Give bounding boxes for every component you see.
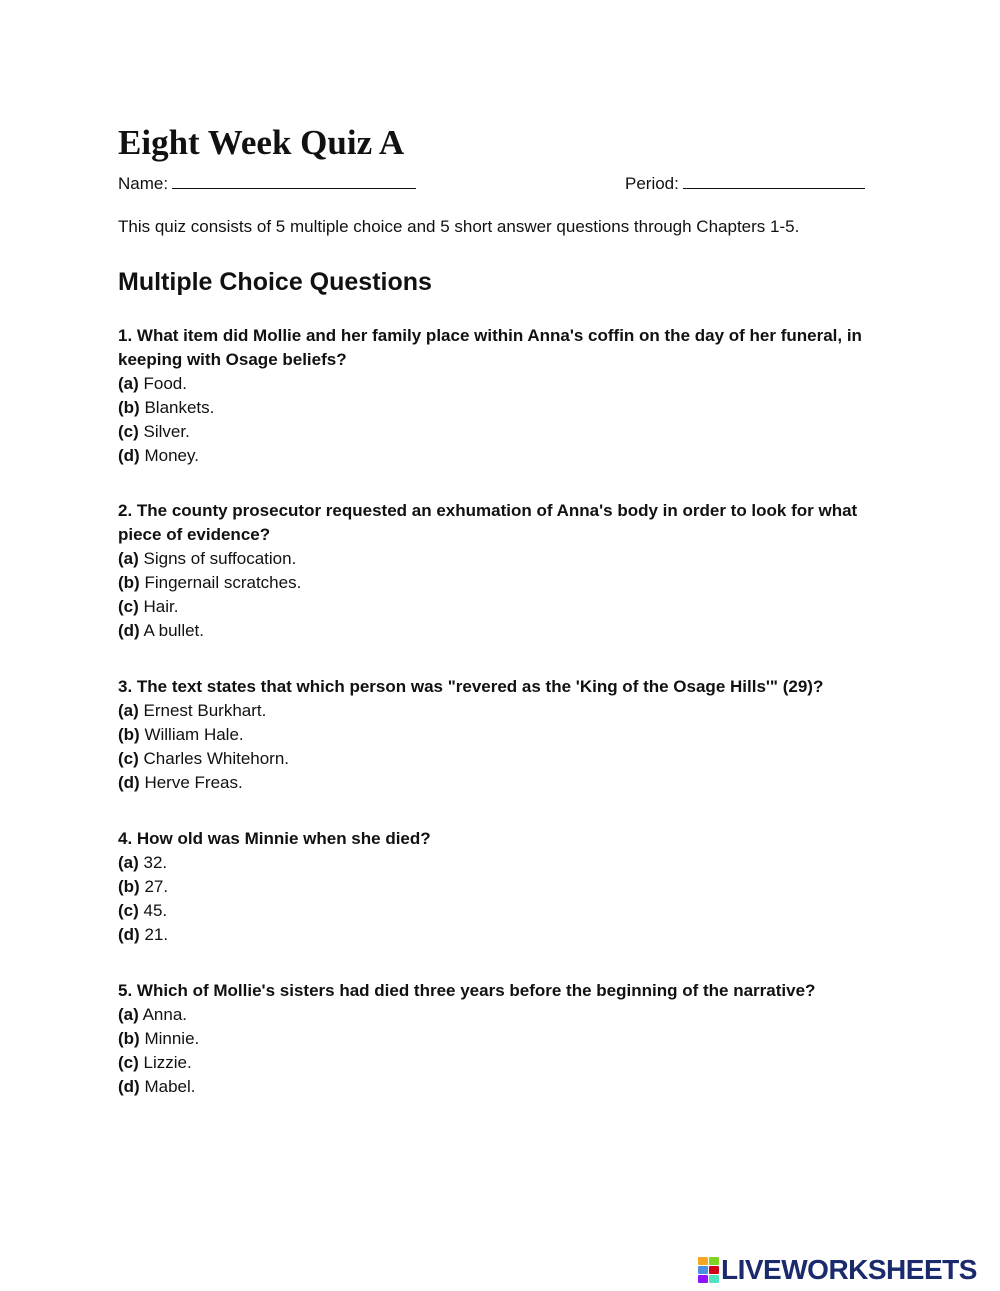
- logo-tile: [698, 1266, 708, 1274]
- option-text: A bullet.: [143, 621, 205, 640]
- option-c[interactable]: [118, 1051, 898, 1075]
- option-d[interactable]: [118, 1075, 898, 1099]
- logo-tile: [709, 1275, 719, 1283]
- option-text: Lizzie.: [143, 1053, 192, 1072]
- option-text: 27.: [144, 877, 169, 896]
- name-blank[interactable]: [172, 172, 416, 189]
- option-text: Money.: [144, 446, 199, 465]
- name-field-row: [118, 172, 416, 195]
- option-d[interactable]: [118, 444, 898, 468]
- option-text: Ernest Burkhart.: [143, 701, 267, 720]
- option-text: Silver.: [143, 422, 190, 441]
- option-letter: (a): [118, 549, 139, 568]
- section-heading: Multiple Choice Questions: [118, 268, 432, 296]
- option-b[interactable]: [118, 1027, 898, 1051]
- logo-tile: [709, 1266, 719, 1274]
- question-text: 4. How old was Minnie when she died?: [118, 829, 431, 848]
- option-letter: (c): [118, 422, 139, 441]
- period-blank[interactable]: [683, 172, 865, 189]
- option-c[interactable]: [118, 899, 898, 923]
- question-3: [118, 675, 898, 795]
- option-text: Mabel.: [144, 1077, 196, 1096]
- option-letter: (c): [118, 1053, 139, 1072]
- option-b[interactable]: [118, 875, 898, 899]
- option-a[interactable]: [118, 699, 898, 723]
- question-5: [118, 979, 898, 1099]
- quiz-title: Eight Week Quiz A: [118, 123, 405, 162]
- logo-tile: [698, 1257, 708, 1265]
- option-a[interactable]: [118, 1003, 898, 1027]
- question-text: 1. What item did Mollie and her family place within Anna's coffin on the day of her funeral, in keeping with Osage beliefs?: [118, 326, 862, 369]
- option-a[interactable]: [118, 372, 898, 396]
- option-letter: (b): [118, 877, 140, 896]
- option-letter: (b): [118, 398, 140, 417]
- liveworksheets-logo: [698, 1256, 977, 1284]
- option-letter: (c): [118, 901, 139, 920]
- option-d[interactable]: [118, 923, 898, 947]
- option-letter: (c): [118, 597, 139, 616]
- logo-tile: [698, 1275, 708, 1283]
- option-letter: (d): [118, 925, 140, 944]
- option-d[interactable]: [118, 619, 898, 643]
- option-a[interactable]: [118, 547, 898, 571]
- option-text: Blankets.: [144, 398, 215, 417]
- option-letter: (a): [118, 1005, 139, 1024]
- question-text: 2. The county prosecutor requested an exhumation of Anna's body in order to look for what piece of evidence?: [118, 501, 858, 544]
- option-text: 45.: [143, 901, 168, 920]
- option-letter: (a): [118, 374, 139, 393]
- option-text: Charles Whitehorn.: [143, 749, 290, 768]
- option-letter: (a): [118, 701, 139, 720]
- option-text: Food.: [143, 374, 187, 393]
- option-text: William Hale.: [144, 725, 244, 744]
- question-4: [118, 827, 898, 947]
- option-text: Minnie.: [144, 1029, 200, 1048]
- option-b[interactable]: [118, 396, 898, 420]
- question-2: [118, 499, 898, 643]
- period-field-row: [625, 172, 865, 195]
- option-d[interactable]: [118, 771, 898, 795]
- option-letter: (d): [118, 446, 140, 465]
- option-letter: (b): [118, 573, 140, 592]
- option-b[interactable]: [118, 571, 898, 595]
- option-text: Fingernail scratches.: [144, 573, 302, 592]
- quiz-intro: This quiz consists of 5 multiple choice and 5 short answer questions through Chapters 1-5.: [118, 217, 800, 236]
- option-text: 32.: [143, 853, 168, 872]
- option-text: Signs of suffocation.: [143, 549, 297, 568]
- option-c[interactable]: [118, 747, 898, 771]
- option-text: Herve Freas.: [144, 773, 243, 792]
- option-text: 21.: [144, 925, 169, 944]
- option-letter: (a): [118, 853, 139, 872]
- option-letter: (b): [118, 1029, 140, 1048]
- option-text: Hair.: [143, 597, 179, 616]
- logo-tile: [709, 1257, 719, 1265]
- period-label: Period:: [625, 174, 679, 193]
- question-text: 3. The text states that which person was "revered as the 'King of the Osage Hills'" (29)?: [118, 677, 824, 696]
- logo-icon: [698, 1257, 719, 1283]
- question-1: [118, 324, 898, 468]
- option-letter: (d): [118, 621, 140, 640]
- option-c[interactable]: [118, 595, 898, 619]
- option-c[interactable]: [118, 420, 898, 444]
- question-text: 5. Which of Mollie's sisters had died three years before the beginning of the narrative?: [118, 981, 816, 1000]
- option-text: Anna.: [142, 1005, 188, 1024]
- logo-text: LIVEWORKSHEETS: [721, 1254, 977, 1285]
- option-letter: (b): [118, 725, 140, 744]
- option-a[interactable]: [118, 851, 898, 875]
- name-label: Name:: [118, 174, 169, 193]
- option-b[interactable]: [118, 723, 898, 747]
- option-letter: (d): [118, 773, 140, 792]
- option-letter: (c): [118, 749, 139, 768]
- option-letter: (d): [118, 1077, 140, 1096]
